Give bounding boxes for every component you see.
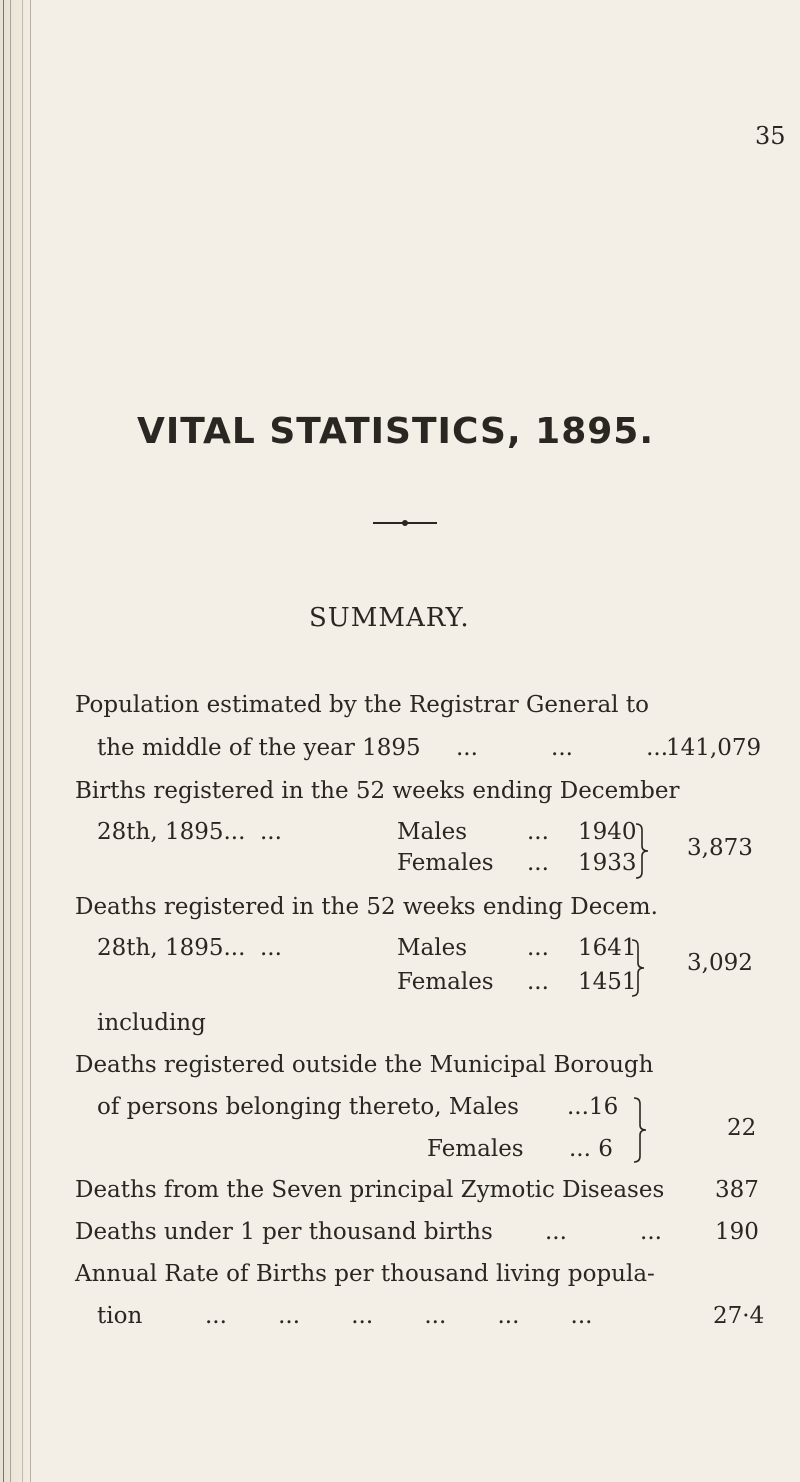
title-divider [373,522,437,524]
binding-line [22,0,23,1482]
outside-females-value: ... 6 [569,1136,613,1162]
births-males-leader: ... [527,819,549,845]
births-females-value: 1933 [578,850,637,876]
population-leader: ... ... ... [456,735,669,761]
births-date: 28th, 1895... [97,819,246,845]
deaths-total: 3,092 [687,950,753,976]
deaths-females-value: 1451 [578,969,637,995]
divider-ornament [402,520,408,526]
population-line2: the middle of the year 1895 [97,735,421,761]
births-brace [634,822,656,880]
deaths-including: including [97,1010,206,1036]
births-females-label: Females [397,850,494,876]
deaths-males-label: Males [397,935,468,961]
births-total: 3,873 [687,835,753,861]
deaths-females-leader: ... [527,969,549,995]
page-title: VITAL STATISTICS, 1895. [137,411,655,452]
outside-males-value: ...16 [567,1094,619,1120]
binding-line [3,0,4,1482]
births-heading: Births registered in the 52 weeks ending December [75,778,680,804]
births-females-leader: ... [527,850,549,876]
section-heading: SUMMARY. [309,603,470,633]
outside-females-label: Females [427,1136,524,1162]
page-binding-edge [0,0,34,1482]
deaths-heading: Deaths registered in the 52 weeks ending Decem. [75,894,658,920]
infant-label: Deaths under 1 per thousand births [75,1219,493,1245]
infant-leader: ... ... [545,1219,662,1245]
infant-value: 190 [715,1219,759,1245]
outside-total: 22 [727,1115,757,1141]
births-males-value: 1940 [578,819,637,845]
binding-line [30,0,31,1482]
population-line1: Population estimated by the Registrar General to [75,692,649,718]
deaths-males-value: 1641 [578,935,637,961]
zymotic-label: Deaths from the Seven principal Zymotic Diseases [75,1177,665,1203]
outside-brace [632,1096,654,1164]
births-leader: ... [260,819,282,845]
page-number: 35 [755,122,786,150]
births-males-label: Males [397,819,468,845]
birth-rate-line1: Annual Rate of Births per thousand living popula- [75,1261,655,1287]
deaths-leader: ... [260,935,282,961]
deaths-date: 28th, 1895... [97,935,246,961]
birth-rate-leader: ... ... ... ... ... ... [205,1303,593,1329]
binding-line [10,0,11,1482]
birth-rate-value: 27·4 [713,1303,765,1329]
outside-line1: Deaths registered outside the Municipal Borough [75,1052,654,1078]
deaths-brace [630,938,652,998]
deaths-females-label: Females [397,969,494,995]
deaths-males-leader: ... [527,935,549,961]
birth-rate-line2: tion [97,1303,143,1329]
zymotic-value: 387 [715,1177,759,1203]
population-total: 141,079 [666,735,762,761]
outside-line2: of persons belonging thereto, Males [97,1094,519,1120]
